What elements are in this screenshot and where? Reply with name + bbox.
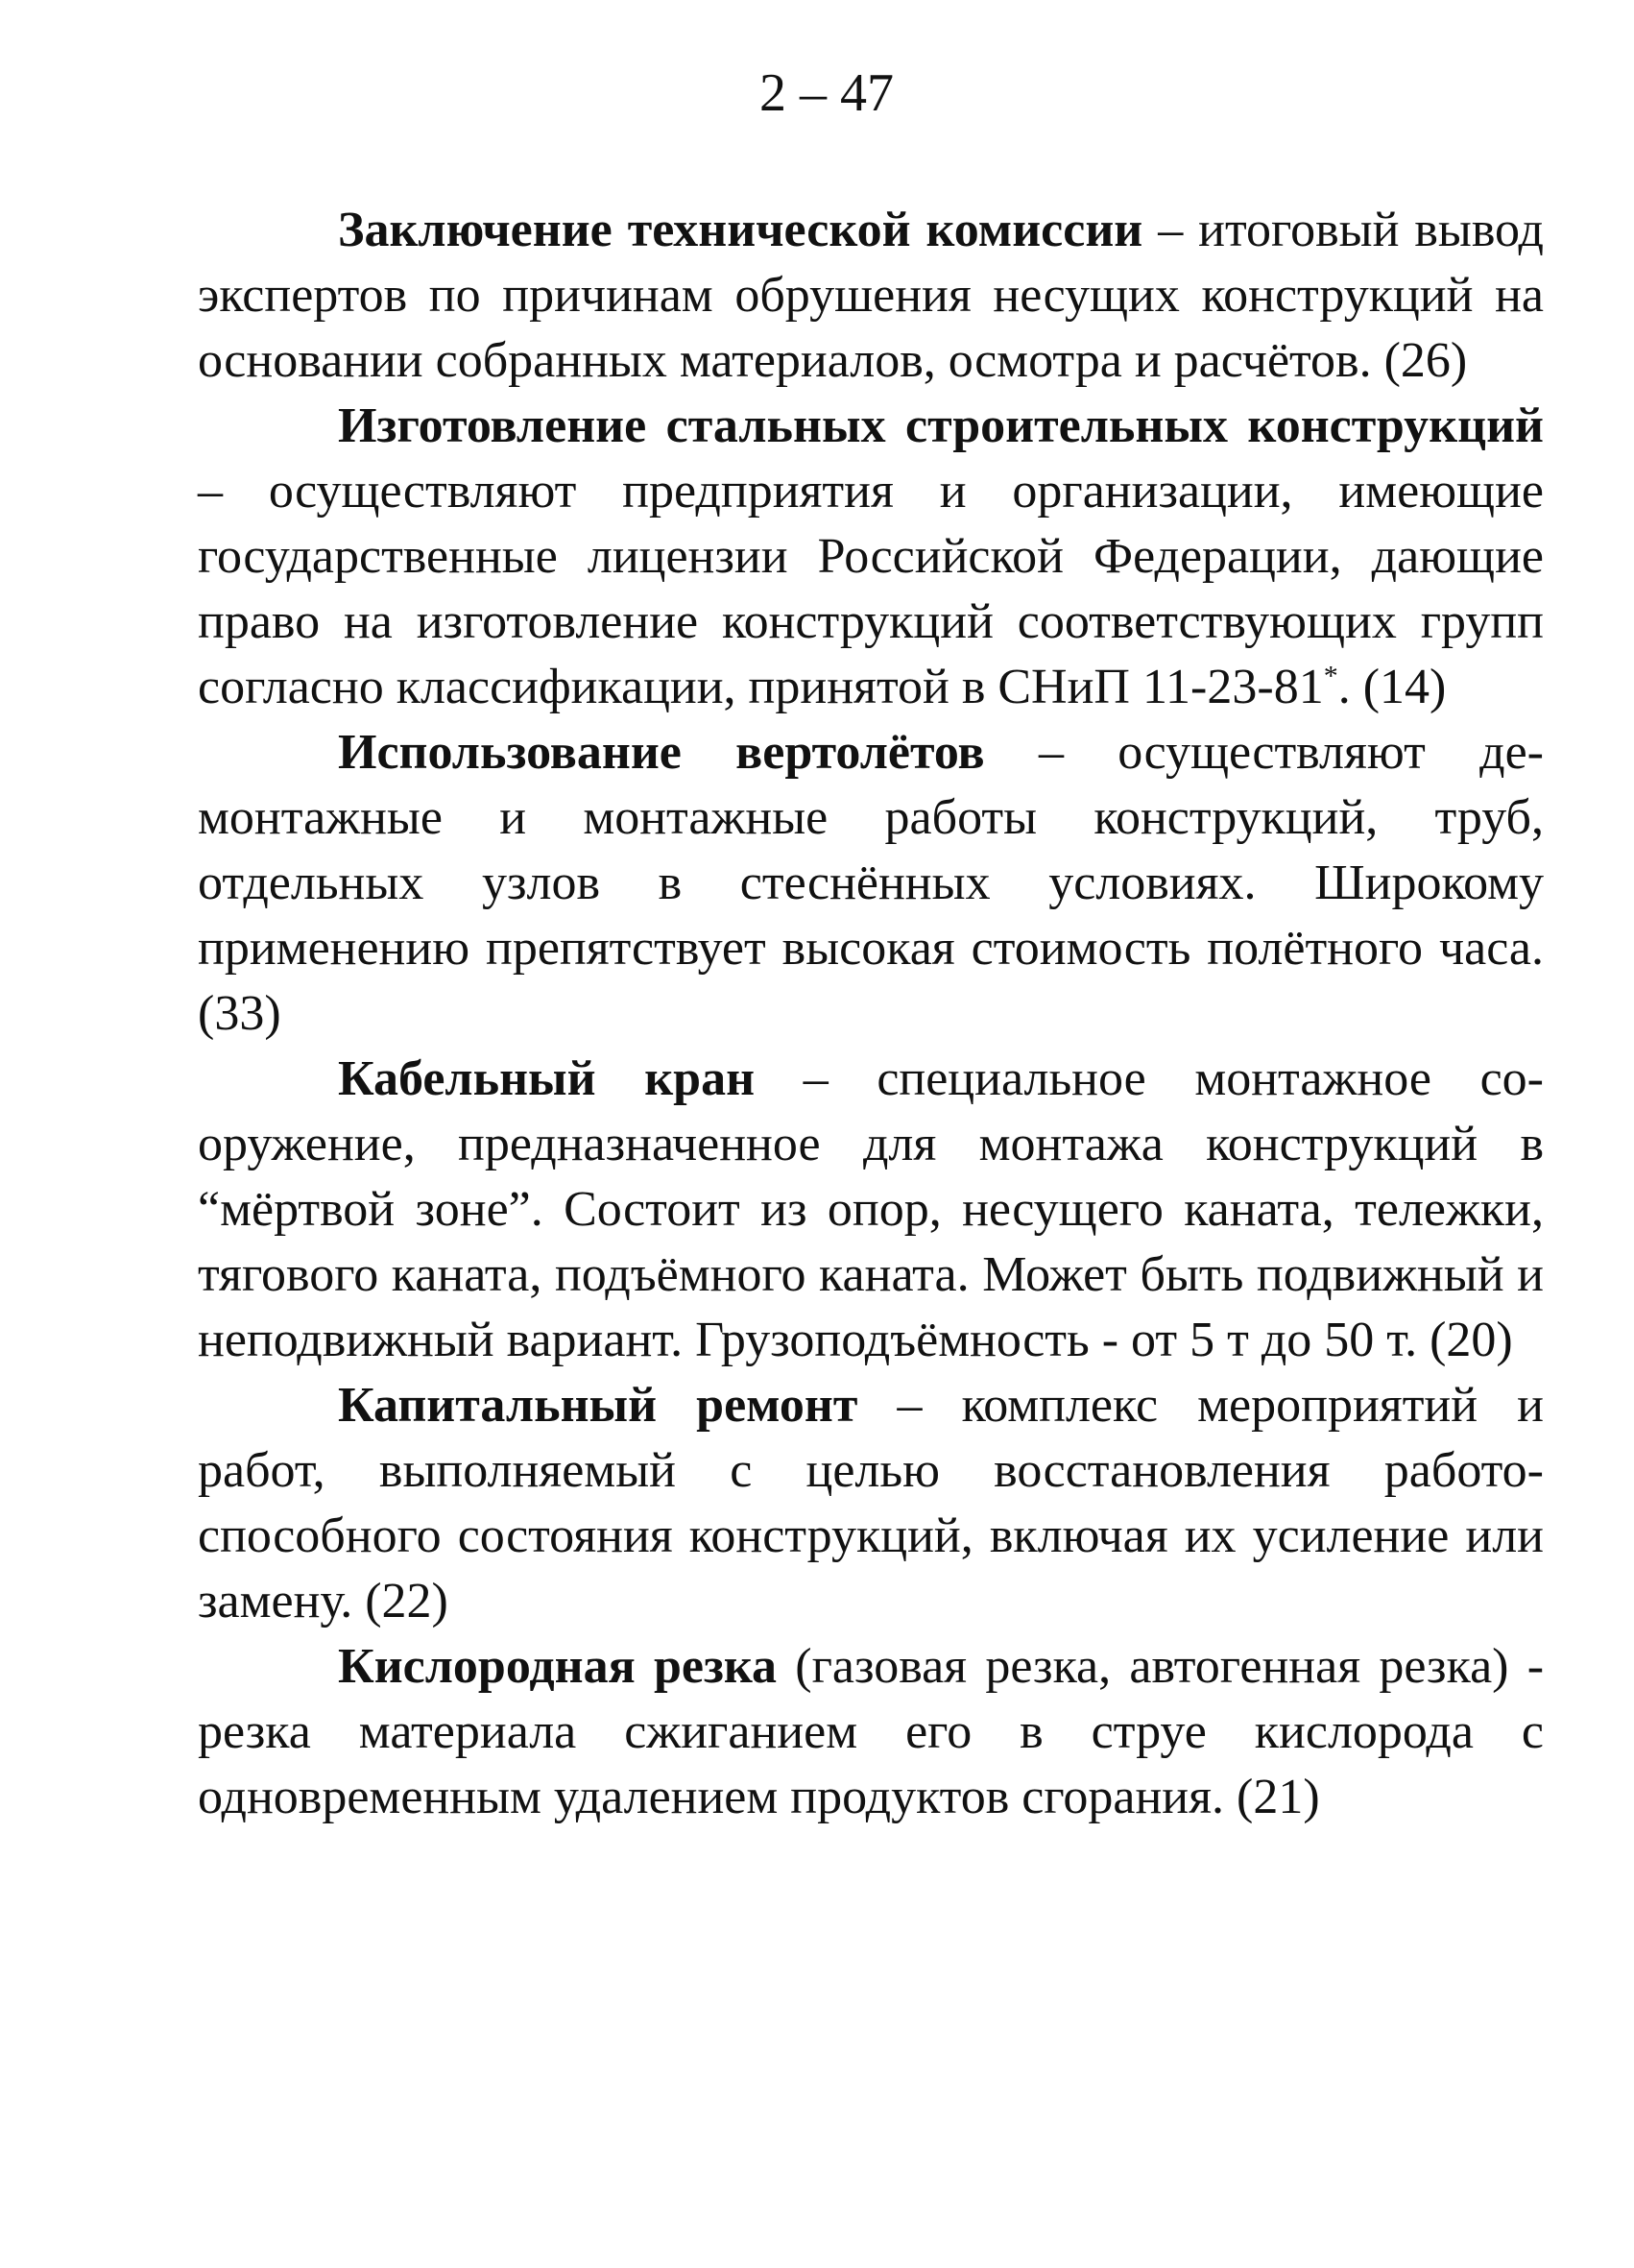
- glossary-entry-cable-crane: [198, 1047, 1544, 1373]
- glossary-entry-capital-repair: [198, 1373, 1544, 1634]
- entry-term: Заключение технической комиссии: [338, 203, 1143, 257]
- entry-definition: – комплекс мероприятий и работ, выполняемый с целью восстановления работоспособного состояния конструкций, включая их усиление или замену. (22): [198, 1378, 1544, 1629]
- entry-definition: – специальное монтажное сооружение, предназначенное для монтажа конструкций в “мёртвой зоне”. Состоит из опор, несущего каната, тележки, тягового каната, подъёмного каната. Может быть подвижный и неподвижный вариант. Грузоподъёмность - от 5 т до 50 т. (20): [198, 1051, 1544, 1367]
- entry-definition-tail: . (14): [1337, 660, 1447, 714]
- entry-term: Изготовление стальных строительных конструкций: [338, 398, 1544, 453]
- entry-term: Кабельный кран: [338, 1051, 756, 1106]
- entry-term: Кислородная резка: [338, 1639, 778, 1694]
- entry-definition: – итоговый вывод экспертов по причинам обрушения несущих конструкций на основании собранных материалов, осмотра и расчётов. (26): [198, 203, 1544, 388]
- glossary-entry-steel-structures-manufacturing: [198, 394, 1544, 720]
- glossary-entry-oxygen-cutting: [198, 1634, 1544, 1830]
- entry-definition: (газовая резка, автогенная резка) - резка материала сжиганием его в струе кислорода с одновременным удалением продуктов сгорания. (21): [198, 1639, 1545, 1824]
- entry-asterisk: *: [1323, 660, 1338, 692]
- entry-definition: – осуществляют демонтажные и монтажные работы конструкций, труб, отдельных узлов в стеснённых условиях. Широкому применению препятствует высокая стоимость полётного часа. (33): [198, 725, 1544, 1041]
- entry-term: Использование вертолётов: [338, 725, 985, 780]
- glossary-entry-helicopters: [198, 720, 1544, 1047]
- glossary-body: [198, 198, 1544, 1830]
- entry-definition: – осуществляют предприятия и организации, имеющие государственные лицензии Российской Федерации, дающие право на изготовление конструкций соответствующих групп согласно классификации, принятой в СНиП 11-23-81: [198, 464, 1544, 714]
- page-number: 2 – 47: [759, 63, 894, 123]
- entry-term: Капитальный ремонт: [338, 1378, 858, 1433]
- glossary-entry-technical-commission: [198, 198, 1544, 394]
